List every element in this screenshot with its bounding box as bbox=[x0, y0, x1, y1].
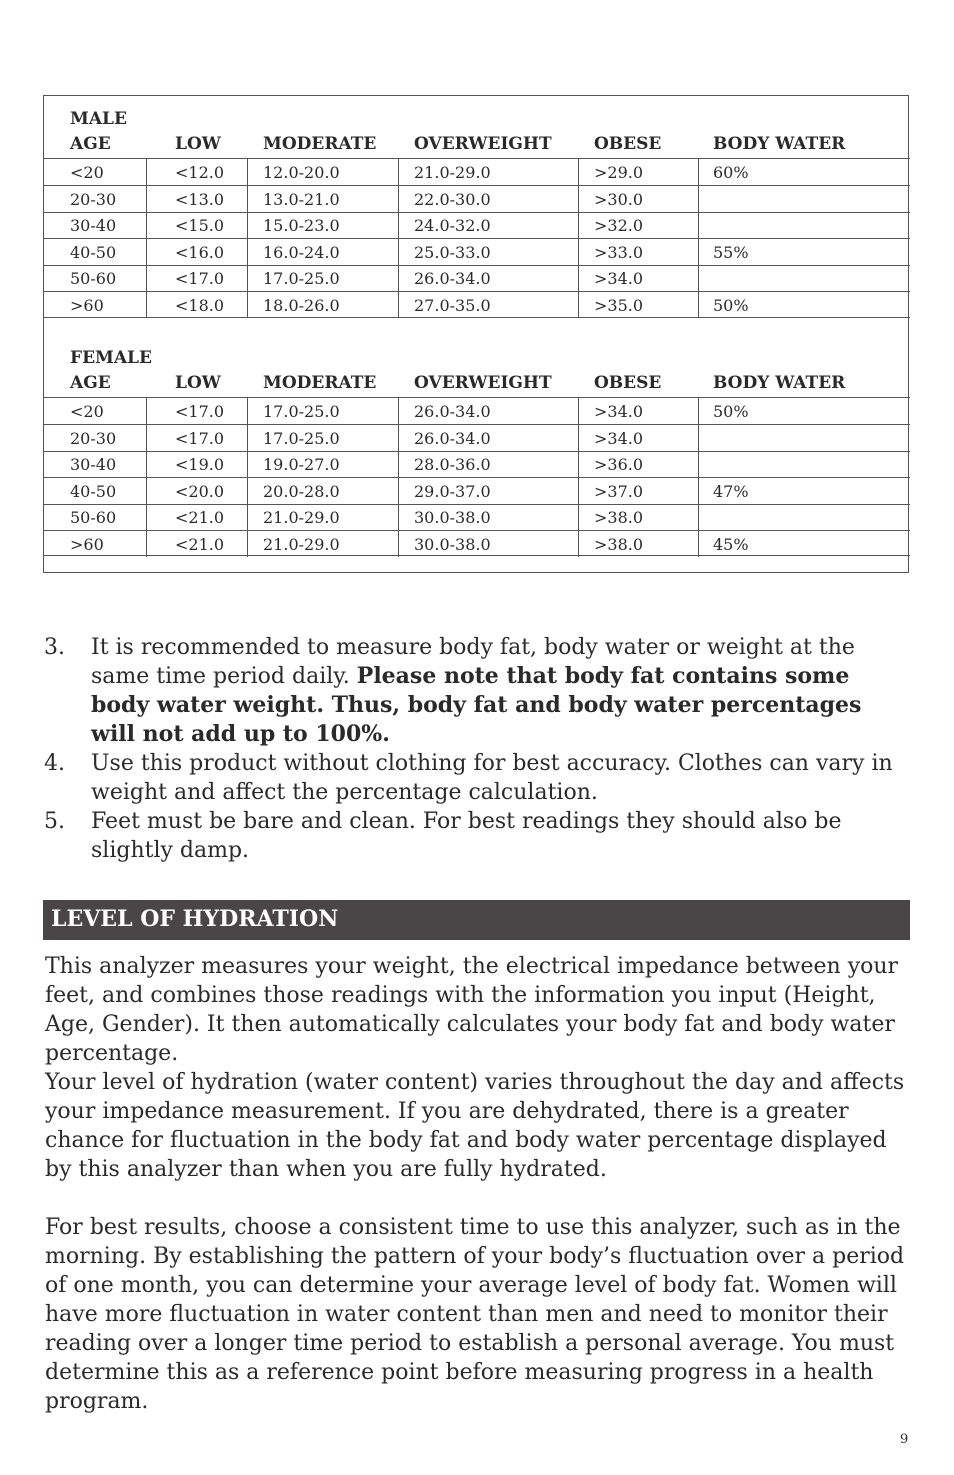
table-cell: >32.0 bbox=[594, 216, 644, 235]
table-cell: 20-30 bbox=[70, 189, 117, 209]
column-divider bbox=[398, 159, 399, 185]
table-row bbox=[44, 159, 910, 186]
table-cell: 50-60 bbox=[70, 508, 117, 527]
female-header-row bbox=[44, 373, 910, 398]
note-text: Use this product without clothing for best accuracy. Clothes can vary in weight and affect the percentage calculation. bbox=[91, 751, 893, 805]
table-cell: 20-30 bbox=[70, 428, 117, 448]
column-divider bbox=[146, 212, 147, 238]
column-header: OBESE bbox=[594, 134, 662, 154]
table-cell: 45% bbox=[713, 534, 749, 554]
table-cell: 21.0-29.0 bbox=[263, 534, 340, 554]
table-row bbox=[44, 292, 910, 318]
note-text: It is recommended to measure body fat, body water or weight at the same time period daily. bbox=[91, 635, 855, 689]
table-cell: 13.0-21.0 bbox=[263, 189, 340, 209]
table-cell: >38.0 bbox=[594, 534, 644, 554]
table-cell: <17.0 bbox=[175, 402, 225, 421]
table-cell: 40-50 bbox=[70, 242, 117, 262]
column-divider bbox=[698, 292, 699, 318]
note-number: 3. bbox=[44, 635, 65, 660]
table-cell: 24.0-32.0 bbox=[414, 216, 491, 235]
table-cell: 55% bbox=[713, 242, 749, 262]
column-divider bbox=[578, 398, 579, 424]
column-divider bbox=[398, 451, 399, 477]
column-divider bbox=[578, 531, 579, 557]
table-cell: 30-40 bbox=[70, 455, 117, 474]
column-divider bbox=[398, 504, 399, 530]
note-number: 4. bbox=[44, 751, 65, 776]
table-cell: 15.0-23.0 bbox=[263, 216, 340, 235]
column-divider bbox=[146, 425, 147, 451]
column-header: AGE bbox=[70, 373, 111, 393]
table-cell: <13.0 bbox=[175, 189, 225, 209]
column-divider bbox=[146, 478, 147, 504]
hydration-paragraph-1: This analyzer measures your weight, the electrical impedance between your feet, and combines those readings with the information you input (Height, Age, Gender). It then automatically calculates your body fat and body water percentage. bbox=[45, 954, 899, 1066]
note-text: Feet must be bare and clean. For best readings they should also be slightly damp. bbox=[91, 809, 842, 863]
table-cell: 18.0-26.0 bbox=[263, 295, 340, 315]
table-cell: 17.0-25.0 bbox=[263, 269, 340, 288]
male-header-row bbox=[44, 134, 910, 159]
table-cell: >38.0 bbox=[594, 508, 644, 527]
column-divider bbox=[698, 425, 699, 451]
table-cell: 25.0-33.0 bbox=[414, 242, 491, 262]
note-bold-text: Please note that body fat contains some body water weight. Thus, body fat and body water percentages will not add up to 100%. bbox=[91, 663, 862, 747]
column-divider bbox=[578, 239, 579, 265]
table-cell: 30.0-38.0 bbox=[414, 508, 491, 527]
column-divider bbox=[247, 478, 248, 504]
table-cell: 19.0-27.0 bbox=[263, 455, 340, 474]
table-cell: >34.0 bbox=[594, 269, 644, 288]
table-row bbox=[44, 265, 910, 292]
note-4 bbox=[44, 749, 904, 807]
table-cell: <18.0 bbox=[175, 295, 225, 315]
table-cell: 50-60 bbox=[70, 269, 117, 288]
table-cell: 30.0-38.0 bbox=[414, 534, 491, 554]
column-divider bbox=[398, 186, 399, 212]
column-divider bbox=[146, 265, 147, 291]
table-cell: 20.0-28.0 bbox=[263, 481, 340, 501]
column-divider bbox=[247, 212, 248, 238]
table-cell: >34.0 bbox=[594, 428, 644, 448]
male-title bbox=[44, 109, 910, 133]
hydration-paragraph-3: For best results, choose a consistent time to use this analyzer, such as in the morning. By establishing the pattern of your body’s fluctuation over a period of one month, you can determine your average level of body fat. Women will have more fluctuation in water content than men and need to monitor their reading over a longer time period to establish a personal average. You must determine this as a reference point before measuring progress in a health program. bbox=[45, 1215, 905, 1414]
column-divider bbox=[398, 531, 399, 557]
female-title-text: FEMALE bbox=[70, 348, 152, 368]
table-cell: 17.0-25.0 bbox=[263, 402, 340, 421]
table-cell: <21.0 bbox=[175, 534, 225, 554]
page-number: 9 bbox=[900, 1432, 909, 1447]
table-row bbox=[44, 398, 910, 425]
table-cell: 27.0-35.0 bbox=[414, 295, 491, 315]
table-row bbox=[44, 186, 910, 213]
table-cell: 12.0-20.0 bbox=[263, 163, 340, 182]
column-divider bbox=[698, 398, 699, 424]
column-divider bbox=[398, 239, 399, 265]
table-cell: >60 bbox=[70, 295, 104, 315]
table-cell: >34.0 bbox=[594, 402, 644, 421]
column-divider bbox=[146, 159, 147, 185]
column-divider bbox=[698, 159, 699, 185]
column-divider bbox=[247, 159, 248, 185]
column-divider bbox=[578, 478, 579, 504]
column-divider bbox=[578, 212, 579, 238]
table-cell: 26.0-34.0 bbox=[414, 428, 491, 448]
column-divider bbox=[247, 451, 248, 477]
table-cell: <20.0 bbox=[175, 481, 225, 501]
column-divider bbox=[698, 186, 699, 212]
table-cell: 30-40 bbox=[70, 216, 117, 235]
note-5 bbox=[44, 807, 904, 865]
table-cell: <15.0 bbox=[175, 216, 225, 235]
column-divider bbox=[247, 186, 248, 212]
column-divider bbox=[247, 292, 248, 318]
note-number: 5. bbox=[44, 809, 65, 834]
table-cell: 26.0-34.0 bbox=[414, 269, 491, 288]
table-row bbox=[44, 504, 910, 531]
table-cell: 50% bbox=[713, 295, 749, 315]
table-cell: <20 bbox=[70, 163, 104, 182]
column-divider bbox=[247, 504, 248, 530]
column-divider bbox=[146, 531, 147, 557]
column-divider bbox=[146, 504, 147, 530]
table-cell: 17.0-25.0 bbox=[263, 428, 340, 448]
table-row bbox=[44, 239, 910, 266]
column-divider bbox=[146, 186, 147, 212]
column-divider bbox=[698, 478, 699, 504]
column-divider bbox=[146, 398, 147, 424]
table-cell: >35.0 bbox=[594, 295, 644, 315]
column-divider bbox=[398, 478, 399, 504]
column-divider bbox=[698, 239, 699, 265]
table-cell: 47% bbox=[713, 481, 749, 501]
column-divider bbox=[698, 504, 699, 530]
column-divider bbox=[578, 159, 579, 185]
table-row bbox=[44, 425, 910, 452]
female-title bbox=[44, 348, 910, 372]
table-cell: >30.0 bbox=[594, 189, 644, 209]
section-heading-banner: LEVEL OF HYDRATION bbox=[43, 900, 910, 940]
table-cell: >37.0 bbox=[594, 481, 644, 501]
table-row bbox=[44, 478, 910, 505]
table-cell: >33.0 bbox=[594, 242, 644, 262]
column-header: MODERATE bbox=[263, 373, 377, 393]
table-bottom-line bbox=[44, 555, 910, 556]
column-header: LOW bbox=[175, 134, 221, 154]
column-divider bbox=[398, 265, 399, 291]
table-cell: 16.0-24.0 bbox=[263, 242, 340, 262]
table-cell: <17.0 bbox=[175, 269, 225, 288]
column-header: OVERWEIGHT bbox=[414, 373, 552, 393]
column-header: MODERATE bbox=[263, 134, 377, 154]
table-row bbox=[44, 531, 910, 557]
table-cell: >60 bbox=[70, 534, 104, 554]
column-divider bbox=[247, 531, 248, 557]
column-divider bbox=[698, 451, 699, 477]
column-divider bbox=[247, 239, 248, 265]
column-divider bbox=[578, 425, 579, 451]
column-divider bbox=[146, 292, 147, 318]
table-row bbox=[44, 451, 910, 478]
table-cell: <19.0 bbox=[175, 455, 225, 474]
column-divider bbox=[398, 292, 399, 318]
table-cell: 29.0-37.0 bbox=[414, 481, 491, 501]
column-divider bbox=[247, 398, 248, 424]
column-divider bbox=[578, 292, 579, 318]
table-row bbox=[44, 212, 910, 239]
table-cell: 50% bbox=[713, 402, 749, 421]
table-cell: 40-50 bbox=[70, 481, 117, 501]
column-divider bbox=[398, 212, 399, 238]
male-title-text: MALE bbox=[70, 109, 127, 129]
column-divider bbox=[578, 265, 579, 291]
table-cell: <21.0 bbox=[175, 508, 225, 527]
table-cell: <12.0 bbox=[175, 163, 225, 182]
table-cell: <16.0 bbox=[175, 242, 225, 262]
column-header: OBESE bbox=[594, 373, 662, 393]
table-cell: 28.0-36.0 bbox=[414, 455, 491, 474]
table-cell: <20 bbox=[70, 402, 104, 421]
column-divider bbox=[398, 425, 399, 451]
body-fat-table bbox=[43, 95, 909, 573]
column-divider bbox=[247, 265, 248, 291]
column-header: OVERWEIGHT bbox=[414, 134, 552, 154]
table-cell: 22.0-30.0 bbox=[414, 189, 491, 209]
column-divider bbox=[146, 451, 147, 477]
column-divider bbox=[698, 212, 699, 238]
column-divider bbox=[578, 504, 579, 530]
column-header: AGE bbox=[70, 134, 111, 154]
column-header: BODY WATER bbox=[713, 373, 846, 393]
hydration-paragraph-2: Your level of hydration (water content) varies throughout the day and affects your impedance measurement. If you are dehydrated, there is a greater chance for fluctuation in the body fat and body water percentage displayed by this analyzer than when you are fully hydrated. bbox=[45, 1070, 905, 1182]
column-divider bbox=[698, 531, 699, 557]
column-header: BODY WATER bbox=[713, 134, 846, 154]
table-cell: 60% bbox=[713, 163, 749, 182]
table-cell: <17.0 bbox=[175, 428, 225, 448]
table-cell: 21.0-29.0 bbox=[414, 163, 491, 182]
notes-list bbox=[44, 633, 904, 865]
column-header: LOW bbox=[175, 373, 221, 393]
note-3 bbox=[44, 633, 904, 749]
column-divider bbox=[398, 398, 399, 424]
column-divider bbox=[247, 425, 248, 451]
table-cell: >36.0 bbox=[594, 455, 644, 474]
section-divider bbox=[44, 317, 910, 318]
column-divider bbox=[578, 451, 579, 477]
table-cell: >29.0 bbox=[594, 163, 644, 182]
table-cell: 26.0-34.0 bbox=[414, 402, 491, 421]
column-divider bbox=[698, 265, 699, 291]
column-divider bbox=[146, 239, 147, 265]
column-divider bbox=[578, 186, 579, 212]
table-cell: 21.0-29.0 bbox=[263, 508, 340, 527]
